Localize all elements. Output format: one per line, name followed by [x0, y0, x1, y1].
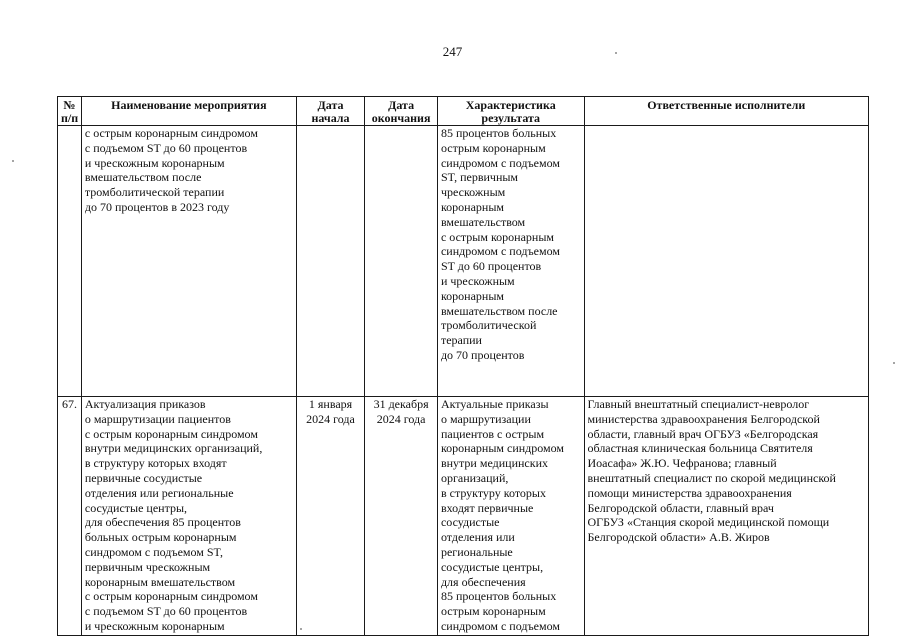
result-cell [437, 126, 584, 397]
text-line: и чрескожным коронарным [84, 618, 225, 633]
text-line: синдромом с подъемом [440, 618, 560, 633]
event-name-cell [81, 397, 296, 636]
text-line: помощи министерства здравоохранения [587, 485, 792, 500]
text-line: Дата [388, 99, 415, 112]
text-line: с острым коронарным синдромом [84, 589, 258, 604]
header-start-date [296, 97, 364, 126]
text-line: окончания [371, 112, 431, 125]
text-line: внутри медицинских [440, 456, 548, 471]
text-line: синдромом с подъемом [440, 155, 560, 170]
text-line: внештатный специалист по скорой медицинской [587, 470, 836, 485]
header-num [58, 97, 82, 126]
text-line: ST до 60 процентов [440, 259, 542, 274]
text-line: начала [311, 112, 350, 125]
text-line: синдромом с подъемом ST, [84, 544, 223, 559]
text-line: Характеристика [465, 99, 556, 112]
scan-speck [12, 160, 14, 162]
text-line: первичным чрескожным [84, 559, 211, 574]
row-number: 67. [58, 397, 82, 636]
text-line: с подъемом ST до 60 процентов [84, 140, 248, 155]
text-line: и чрескожным [440, 273, 515, 288]
text-line: министерства здравоохранения Белгородской [587, 411, 820, 426]
scan-speck [615, 52, 617, 54]
header-result [437, 97, 584, 126]
text-line: Актуализация приказов [84, 397, 206, 411]
text-line: в структуру которых входят [84, 456, 227, 471]
text-line: ОГБУЗ «Станция скорой медицинской помощи [587, 515, 830, 530]
text-line: до 70 процентов в 2023 году [84, 199, 230, 214]
text-line: 2024 года [306, 411, 355, 426]
text-line: и чрескожным коронарным [84, 155, 225, 170]
table-row [58, 397, 869, 636]
text-line: № [63, 99, 76, 112]
text-line: области, главный врач ОГБУЗ «Белгородская [587, 426, 819, 441]
text-line: с острым коронарным синдромом [84, 126, 258, 140]
text-line: для обеспечения [440, 574, 526, 589]
text-line: коронарным вмешательством [84, 574, 236, 589]
text-line: первичные сосудистые [84, 470, 203, 485]
text-line: больных острым коронарным [84, 530, 237, 545]
text-line: п/п [61, 112, 78, 125]
text-line: с подъемом ST до 60 процентов [84, 604, 248, 619]
start-date-cell [296, 126, 364, 397]
text-line: сосудистые центры, [440, 559, 544, 574]
text-line: тромболитической терапии [84, 185, 225, 200]
text-line: в структуру которых [440, 485, 546, 500]
scan-speck [300, 628, 302, 630]
text-line: острым коронарным [440, 140, 546, 155]
text-line: коронарным [440, 199, 504, 214]
header-name [81, 97, 296, 126]
text-line: Белгородской области» А.В. Жиров [587, 530, 770, 545]
text-line: отделения или [440, 530, 515, 545]
text-line: Ответственные исполнители [647, 99, 806, 112]
text-line: Наименование мероприятия [111, 99, 267, 112]
text-line: Актуальные приказы [440, 397, 549, 411]
text-line: 85 процентов больных [440, 126, 557, 140]
text-line: синдромом с подъемом [440, 244, 560, 259]
text-line: сосудистые центры, [84, 500, 188, 515]
event-name-cell [81, 126, 296, 397]
responsible-cell [584, 126, 868, 397]
page-number: 247 [442, 44, 463, 59]
text-line: организаций, [440, 470, 509, 485]
responsible-cell [584, 397, 868, 636]
result-cell [437, 397, 584, 636]
text-line: чрескожным [440, 185, 506, 200]
table-header-row [58, 97, 869, 126]
text-line: 2024 года [376, 411, 426, 426]
end-date-cell [365, 126, 438, 397]
text-line: острым коронарным [440, 604, 546, 619]
text-line: отделения или региональные [84, 485, 234, 500]
text-line: для обеспечения 85 процентов [84, 515, 241, 530]
text-line: терапии [440, 333, 482, 348]
text-line: о маршрутизации [440, 411, 531, 426]
text-line: до 70 процентов [440, 347, 525, 362]
text-line: 85 процентов больных [440, 589, 557, 604]
text-line: входят первичные [440, 500, 534, 515]
text-line: Иоасафа» Ж.Ю. Чефранова; главный [587, 456, 777, 471]
start-date-cell [296, 397, 364, 636]
text-line: областная клиническая больница Святителя [587, 441, 813, 456]
text-line: о маршрутизации пациентов [84, 411, 231, 426]
text-line: вмешательством после [84, 170, 202, 185]
text-line: внутри медицинских организаций, [84, 441, 263, 456]
events-table [57, 96, 869, 636]
text-line: пациентов с острым [440, 426, 545, 441]
text-line: тромболитической [440, 318, 537, 333]
text-line: результата [481, 112, 541, 125]
text-line: с острым коронарным [440, 229, 554, 244]
end-date-cell [365, 397, 438, 636]
text-line: 1 января [308, 397, 353, 411]
text-line: региональные [440, 544, 513, 559]
text-line: вмешательством после [440, 303, 558, 318]
row-number [58, 126, 82, 397]
text-line: Белгородской области, главный врач [587, 500, 774, 515]
header-responsible [584, 97, 868, 126]
text-line: Дата [317, 99, 344, 112]
scan-speck [893, 362, 895, 364]
text-line: ST, первичным [440, 170, 519, 185]
text-line: коронарным синдромом [440, 441, 565, 456]
text-line: 31 декабря [373, 397, 429, 411]
header-end-date [365, 97, 438, 126]
text-line: Главный внештатный специалист-невролог [587, 397, 810, 411]
table-row [58, 126, 869, 397]
text-line: сосудистые [440, 515, 500, 530]
text-line: вмешательством [440, 214, 526, 229]
text-line: коронарным [440, 288, 504, 303]
text-line: с острым коронарным синдромом [84, 426, 258, 441]
